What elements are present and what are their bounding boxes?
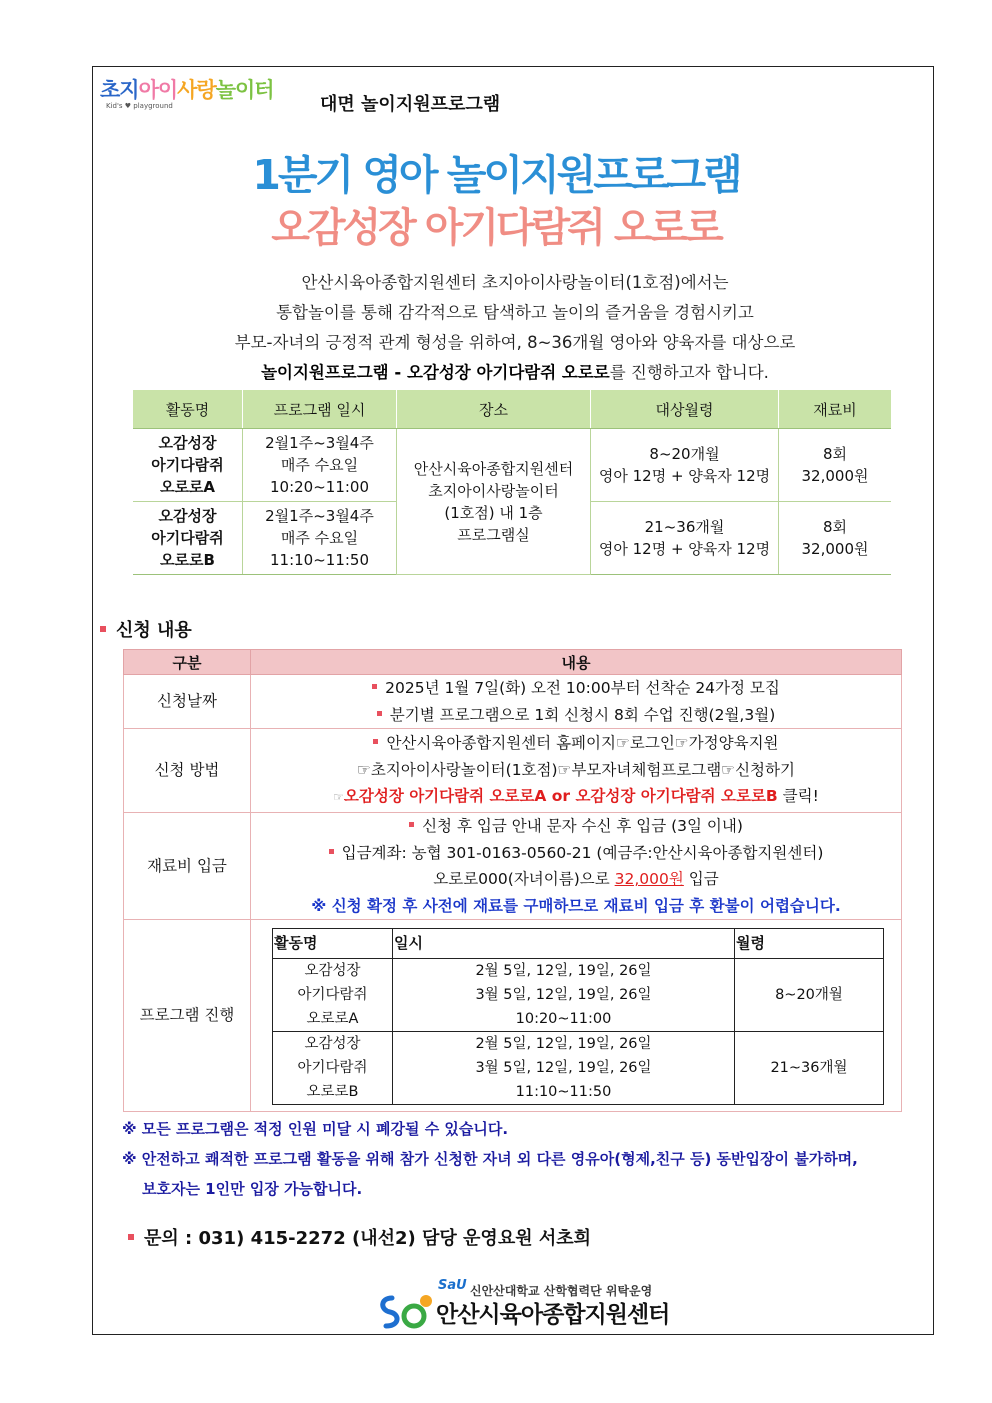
apply-progress-content <box>251 920 902 1112</box>
schedule-header-date: 일시 <box>393 929 735 959</box>
apply-fee-line <box>251 840 901 867</box>
program-fee-line: 32,000원 <box>801 540 869 558</box>
note-line: 보호자는 1인만 입장 가능합니다. <box>142 1180 363 1198</box>
program-name-line: 오감성장 <box>158 434 217 452</box>
apply-fee-text: 입금계좌: 농협 301-0163-0560-21 (예금주:안산시육아종합지원센터) <box>341 843 824 862</box>
schedule-name-line: 오로로B <box>306 1083 359 1100</box>
intro-text <box>120 268 910 388</box>
bullet-square-icon <box>100 626 106 632</box>
schedule-header-name: 활동명 <box>273 929 393 959</box>
schedule-name-cell <box>273 1031 393 1104</box>
schedule-date-cell <box>393 958 735 1031</box>
table-row <box>124 920 902 1112</box>
apply-date-content <box>251 675 902 729</box>
program-name-line: 오로로A <box>159 478 216 496</box>
footer-sub: 신안산대학교 산학협력단 위탁운영 <box>470 1284 653 1298</box>
apply-fee-line <box>251 866 901 893</box>
col-header-fee: 재료비 <box>779 390 892 429</box>
program-place-line: 안산시육아종합지원센터 <box>413 459 574 478</box>
col-header-place: 장소 <box>397 390 591 429</box>
logo-subtitle: Kid's ♥ playground <box>106 102 173 110</box>
program-time-cell <box>243 429 397 502</box>
schedule-date-cell <box>393 1031 735 1104</box>
table-row <box>273 958 884 1031</box>
title-line-1: 1분기 영아 놀이지원프로그램 <box>252 151 740 199</box>
program-place-line: 초지아이사랑놀이터 <box>428 481 559 500</box>
section-title <box>100 616 192 642</box>
program-age-line: 8~20개월 <box>649 445 720 463</box>
schedule-age-cell: 8~20개월 <box>735 958 884 1031</box>
schedule-name-line: 아기다람쥐 <box>297 1059 368 1076</box>
program-fee-cell <box>779 429 892 502</box>
schedule-date-line: 3월 5일, 12일, 19일, 26일 <box>475 1059 652 1076</box>
col-header-age: 대상월령 <box>591 390 779 429</box>
contact-text: 문의 : 031) 415-2272 (내선2) 담당 운영요원 서초희 <box>144 1228 592 1249</box>
contact-info <box>128 1224 591 1250</box>
program-time-line: 2월1주~3월4주 <box>265 507 374 525</box>
refund-warning: ※ 신청 확정 후 사전에 재료를 구매하므로 재료비 입금 후 환불이 어렵습니다. <box>311 896 841 915</box>
program-fee-cell <box>779 502 892 575</box>
program-place-line: 프로그램실 <box>457 525 530 544</box>
apply-fee-content <box>251 813 902 920</box>
note-line: ※ 안전하고 쾌적한 프로그램 활동을 위해 참가 신청한 자녀 외 다른 영유아(형제,친구 등) 동반입장이 불가하며, <box>122 1150 858 1168</box>
apply-method-highlight: 오감성장 아기다람쥐 오로로A or 오감성장 아기다람쥐 오로로B <box>343 787 778 806</box>
apply-method-line <box>251 783 901 811</box>
schedule-name-line: 오감성장 <box>304 962 361 979</box>
apply-header-content: 내용 <box>251 650 902 675</box>
schedule-name-cell <box>273 958 393 1031</box>
col-header-time: 프로그램 일시 <box>243 390 397 429</box>
program-age-line: 영아 12명 + 양육자 12명 <box>598 540 771 558</box>
schedule-date-line: 11:10~11:50 <box>515 1083 612 1100</box>
table-row <box>273 1031 884 1104</box>
program-name-line: 오감성장 <box>158 507 217 525</box>
apply-method-line <box>251 730 901 757</box>
program-place-line: (1호점) 내 1층 <box>444 503 543 522</box>
sau-logo: SaU <box>438 1278 467 1293</box>
table-row <box>133 429 891 502</box>
apply-fee-label: 재료비 입금 <box>124 813 251 920</box>
schedule-table-header <box>273 929 884 959</box>
apply-date-text: 분기별 프로그램으로 1회 신청시 8회 수업 진행(2월,3월) <box>389 705 776 724</box>
bullet-square-icon <box>377 711 382 716</box>
apply-method-text: 안산시육아종합지원센터 홈페이지☞로그인☞가정양육지원 <box>386 734 779 753</box>
bullet-square-icon <box>409 822 414 827</box>
intro-line-1: 안산시육아종합지원센터 초지아이사랑놀이터(1호점)에서는 <box>301 273 729 292</box>
bullet-square-icon <box>329 849 334 854</box>
logo-part-1: 초지 <box>100 78 139 102</box>
playground-logo <box>100 74 274 110</box>
apply-date-line <box>251 675 901 702</box>
program-name-line: 아기다람쥐 <box>151 456 224 474</box>
program-time-line: 10:20~11:00 <box>269 478 370 496</box>
table-row <box>124 675 902 729</box>
schedule-date-line: 2월 5일, 12일, 19일, 26일 <box>475 1035 652 1052</box>
apply-header-category: 구분 <box>124 650 251 675</box>
program-age-cell <box>591 502 779 575</box>
logo-part-4: 놀이터 <box>215 78 274 102</box>
program-name-cell <box>133 502 243 575</box>
program-time-line: 11:10~11:50 <box>269 551 370 569</box>
title-line-2: 오감성장 아기다람쥐 오로로 <box>271 205 721 251</box>
schedule-date-line: 3월 5일, 12일, 19일, 26일 <box>475 986 652 1003</box>
intro-line-4-bold: 놀이지원프로그램 - 오감성장 아기다람쥐 오로로 <box>261 363 610 382</box>
apply-method-click: 클릭! <box>777 787 819 806</box>
pointing-hand-icon: ☞ <box>333 790 344 805</box>
program-name-cell <box>133 429 243 502</box>
apply-fee-text: 신청 후 입금 안내 문자 수신 후 입금 (3일 이내) <box>422 817 743 835</box>
footer-main: 안산시육아종합지원센터 <box>436 1302 670 1328</box>
program-time-line: 매주 수요일 <box>280 529 359 547</box>
program-table-header <box>133 390 891 429</box>
apply-date-label: 신청날짜 <box>124 675 251 729</box>
program-place-cell <box>397 429 591 575</box>
table-row <box>124 729 902 813</box>
schedule-date-line: 10:20~11:00 <box>515 1010 612 1027</box>
program-table <box>133 390 891 575</box>
apply-date-line <box>251 702 901 729</box>
program-time-line: 매주 수요일 <box>280 456 359 474</box>
program-age-cell <box>591 429 779 502</box>
program-fee-line: 32,000원 <box>801 467 869 485</box>
intro-line-3: 부모-자녀의 긍정적 관계 형성을 위하여, 8~36개월 영아와 양육자를 대상으로 <box>234 333 796 352</box>
apply-date-text: 2025년 1월 7일(화) 오전 10:00부터 선착순 24가정 모집 <box>385 679 780 697</box>
apply-method-label: 신청 방법 <box>124 729 251 813</box>
apply-method-line: ☞초지아이사랑놀이터(1호점)☞부모자녀체험프로그램☞신청하기 <box>357 760 795 779</box>
center-logo-icon <box>378 1292 434 1334</box>
schedule-name-line: 오감성장 <box>304 1035 361 1052</box>
program-name-line: 오로로B <box>160 551 215 569</box>
logo-part-3: 사랑 <box>177 78 216 102</box>
schedule-header-age: 월령 <box>735 929 884 959</box>
apply-table <box>123 649 902 1112</box>
schedule-age-cell: 21~36개월 <box>735 1031 884 1104</box>
apply-fee-text: 입금 <box>683 870 719 888</box>
table-row <box>124 813 902 920</box>
program-time-cell <box>243 502 397 575</box>
program-name-line: 아기다람쥐 <box>151 529 224 547</box>
bullet-square-icon <box>372 684 377 689</box>
apply-fee-text: 오로로000(자녀이름)으로 <box>433 870 615 888</box>
header-label: 대면 놀이지원프로그램 <box>320 94 501 115</box>
apply-method-content <box>251 729 902 813</box>
section-title-text: 신청 내용 <box>116 620 192 641</box>
bullet-square-icon <box>128 1234 134 1240</box>
program-fee-line: 8회 <box>822 445 848 463</box>
schedule-table <box>272 928 884 1105</box>
note-line: ※ 모든 프로그램은 적정 인원 미달 시 폐강될 수 있습니다. <box>122 1120 509 1138</box>
intro-line-4 <box>120 358 910 388</box>
apply-fee-line <box>251 813 901 840</box>
apply-progress-label: 프로그램 진행 <box>124 920 251 1112</box>
bullet-square-icon <box>373 739 378 744</box>
program-age-line: 영아 12명 + 양육자 12명 <box>598 467 771 485</box>
program-fee-line: 8회 <box>822 518 848 536</box>
program-age-line: 21~36개월 <box>644 518 725 536</box>
program-time-line: 2월1주~3월4주 <box>265 434 374 452</box>
col-header-name: 활동명 <box>133 390 243 429</box>
schedule-name-line: 아기다람쥐 <box>297 986 368 1003</box>
schedule-date-line: 2월 5일, 12일, 19일, 26일 <box>475 962 652 979</box>
fee-amount: 32,000원 <box>614 870 684 888</box>
logo-part-2: 아이 <box>138 78 178 102</box>
intro-line-4-rest: 를 진행하고자 합니다. <box>609 363 769 382</box>
intro-line-2: 통합놀이를 통해 감각적으로 탐색하고 놀이의 즐거움을 경험시키고 <box>276 303 754 322</box>
notes <box>122 1114 858 1204</box>
apply-table-header <box>124 650 902 675</box>
logo-wordmark <box>100 74 274 104</box>
schedule-name-line: 오로로A <box>306 1010 359 1027</box>
